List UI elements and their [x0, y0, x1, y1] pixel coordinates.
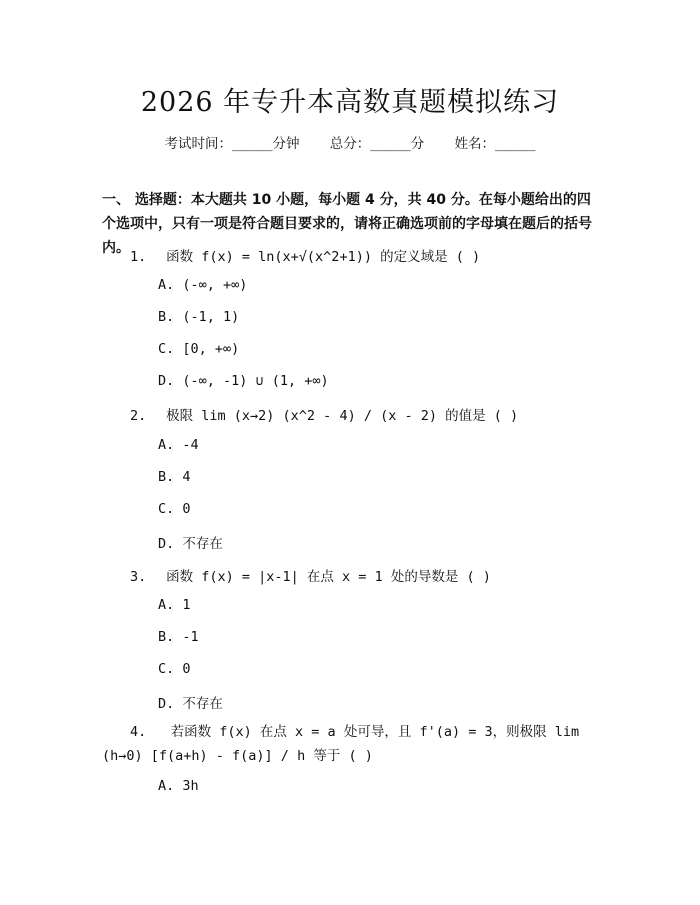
question-text: 极限 lim (x→2) (x^2 - 4) / (x - 2) 的值是 ( ) — [166, 408, 519, 424]
question-text: 函数 f(x) = ln(x+√(x^2+1)) 的定义域是 ( ) — [166, 249, 481, 265]
question-4 — [102, 720, 602, 768]
question-1 — [130, 245, 480, 265]
question-3 — [130, 565, 491, 585]
student-name-field: 姓名：______ — [454, 136, 536, 152]
question-number: 4. — [130, 724, 147, 740]
question-3-option-c: C. 0 — [158, 661, 191, 677]
question-2-option-d: D. 不存在 — [158, 536, 223, 552]
question-3-option-b: B. -1 — [158, 629, 199, 645]
question-2-option-c: C. 0 — [158, 501, 191, 517]
question-1-option-a: A. (-∞, +∞) — [158, 277, 248, 293]
question-number: 3. — [130, 569, 147, 585]
question-number: 2. — [130, 408, 147, 424]
exam-time-field: 考试时间：______分钟 — [164, 136, 300, 152]
question-text: 函数 f(x) = |x-1| 在点 x = 1 处的导数是 ( ) — [166, 569, 491, 585]
question-2-option-a: A. -4 — [158, 437, 199, 453]
question-1-option-c: C. [0, +∞) — [158, 341, 240, 357]
page-title: 2026 年专升本高数真题模拟练习 — [140, 87, 560, 118]
exam-info-row — [0, 132, 700, 152]
question-3-option-d: D. 不存在 — [158, 696, 223, 712]
section-header: 一、 选择题：本大题共 10 小题，每小题 4 分，共 40 分。在每小题给出的四个选项中，只有一项是符合题目要求的，请将正确选项前的字母填在题后的括号内。 — [102, 192, 592, 256]
question-1-option-d: D. (-∞, -1) ∪ (1, +∞) — [158, 373, 329, 389]
question-2-option-b: B. 4 — [158, 469, 191, 485]
question-3-option-a: A. 1 — [158, 597, 191, 613]
question-text: 若函数 f(x) 在点 x = a 处可导，且 f'(a) = 3，则极限 lim (h→0) [f(a+h) - f(a)] / h 等于 ( ) — [102, 724, 580, 764]
question-number: 1. — [130, 249, 147, 265]
question-1-option-b: B. (-1, 1) — [158, 309, 240, 325]
question-4-option-a: A. 3h — [158, 778, 199, 794]
total-score-field: 总分：______分 — [329, 136, 425, 152]
question-2 — [130, 404, 518, 424]
